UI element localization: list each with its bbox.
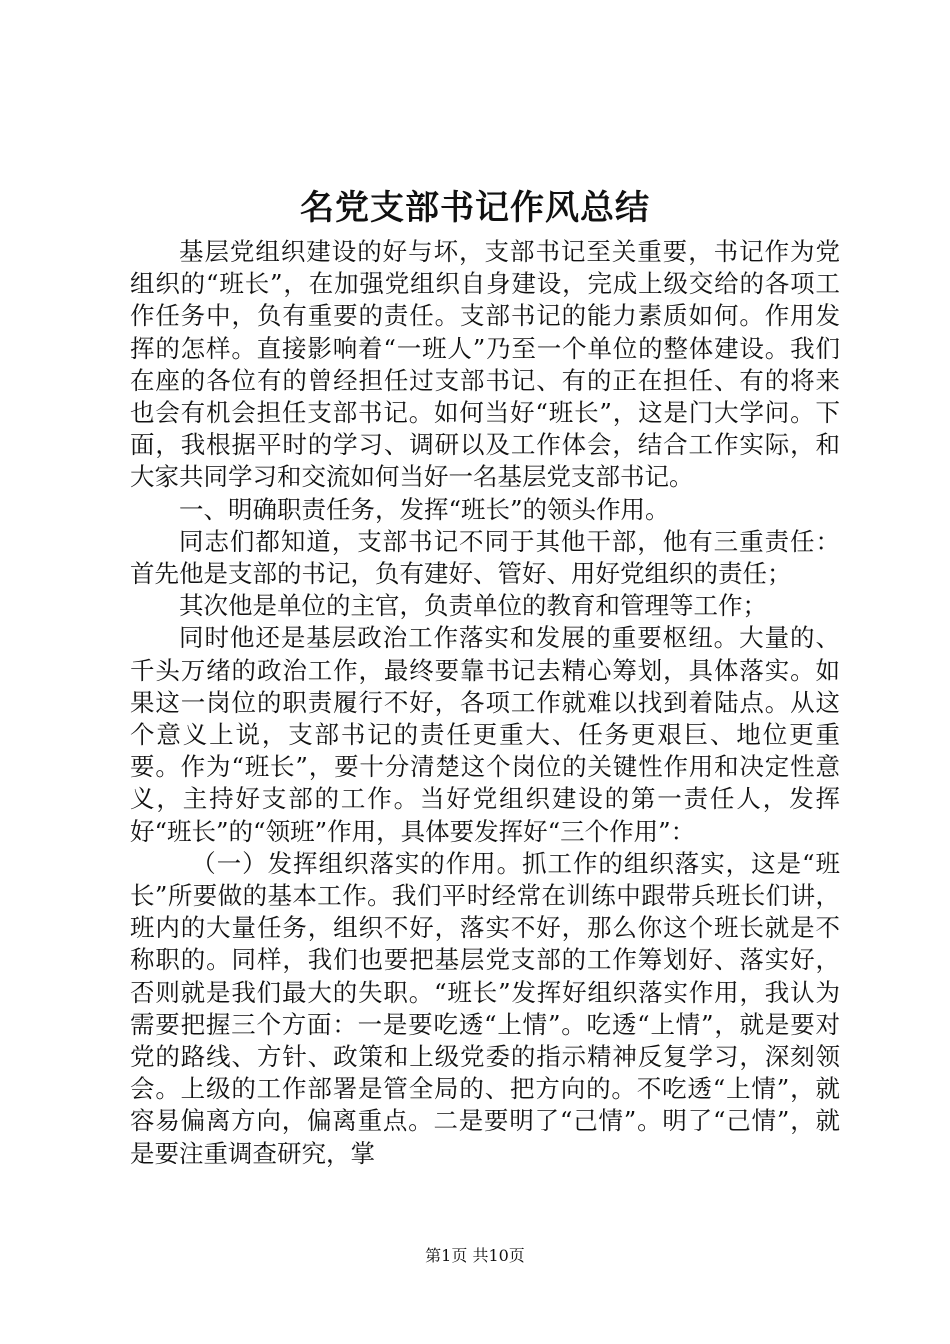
paragraph-second-role: 其次他是单位的主官，负责单位的教育和管理等工作；: [179, 591, 767, 621]
paragraph-third-role: 同时他还是基层政治工作落实和发展的重要枢纽。大量的、千头万绪的政治工作，最终要靠书记去精心筹划，具体落实。如果这一岗位的职责履行不好，各项工作就难以找到着陆点。从这个意义上说，支部书记的责任更重大、任务更艰巨、地位更重要。作为“班长”，要十分清楚这个岗位的关键性作用和决定性意义，主持好支部的工作。当好党组织建设的第一责任人，发挥好“班长”的“领班”作用，具体要发挥好“三个作用”：: [130, 623, 840, 846]
paragraph-subsection-one: （一）发挥组织落实的作用。抓工作的组织落实，这是“班长”所要做的基本工作。我们平时经常在训练中跟带兵班长们讲，班内的大量任务，组织不好，落实不好，那么你这个班长就是不称职的。同样，我们也要把基层党支部的工作筹划好、落实好，否则就是我们最大的失职。“班长”发挥好组织落实作用，我认为需要把握三个方面：一是要吃透“上情”。吃透“上情”，就是要对党的路线、方针、政策和上级党委的指示精神反复学习，深刻领会。上级的工作部署是管全局的、把方向的。不吃透“上情”，就容易偏离方向，偏离重点。二是要明了“己情”。明了“己情”，就是要注重调查研究，掌: [130, 848, 840, 1168]
page-title: 名党支部书记作风总结: [300, 188, 650, 228]
page-footer: 第1页 共10页: [425, 1246, 525, 1265]
paragraph-responsibilities: 同志们都知道，支部书记不同于其他干部，他有三重责任：首先他是支部的书记，负有建好、管好、用好党组织的责任；: [130, 526, 840, 589]
paragraph-intro: 基层党组织建设的好与坏，支部书记至关重要，书记作为党组织的“班长”，在加强党组织自身建设，完成上级交给的各项工作任务中，负有重要的责任。支部书记的能力素质如何。作用发挥的怎样。直接影响着“一班人”乃至一个单位的整体建设。我们在座的各位有的曾经担任过支部书记、有的正在担任、有的将来也会有机会担任支部书记。如何当好“班长”，这是门大学问。下面，我根据平时的学习、调研以及工作体会，结合工作实际，和大家共同学习和交流如何当好一名基层党支部书记。: [130, 237, 840, 492]
document-body: [130, 236, 840, 1170]
paragraph-section-heading: 一、明确职责任务，发挥“班长”的领头作用。: [179, 494, 670, 524]
